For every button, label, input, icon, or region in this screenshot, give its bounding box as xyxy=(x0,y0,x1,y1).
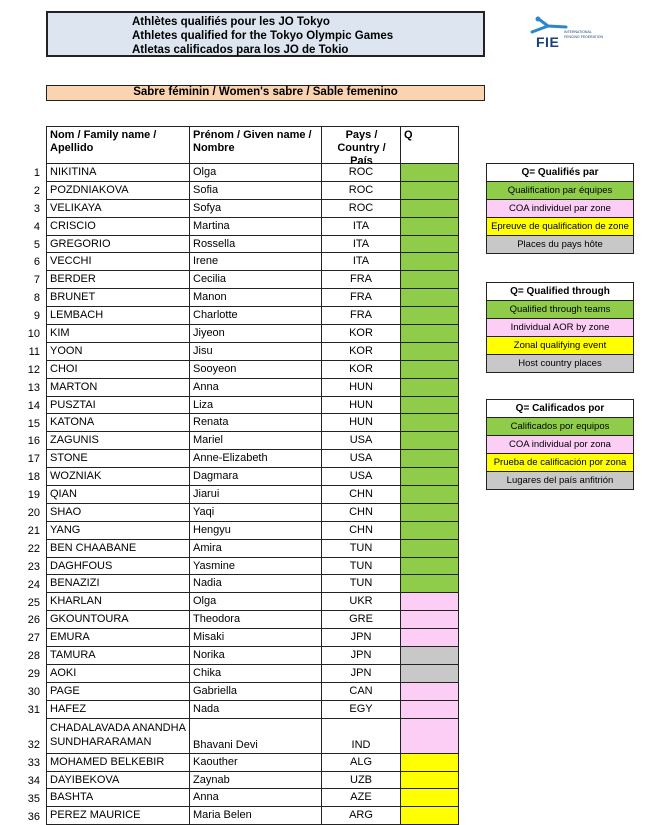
family-name-cell: WOZNIAK xyxy=(47,468,190,485)
row-number: 3 xyxy=(33,202,40,215)
given-name-cell: Manon xyxy=(190,289,322,306)
qualification-cell xyxy=(401,683,458,700)
table-row xyxy=(47,289,458,307)
qualification-cell xyxy=(401,236,458,253)
header-family-name: Nom / Family name / Apellido xyxy=(47,127,190,163)
table-row xyxy=(47,593,458,611)
country-cell: UKR xyxy=(322,593,401,610)
table-row xyxy=(47,182,458,200)
given-name-cell: Dagmara xyxy=(190,468,322,485)
row-number: 6 xyxy=(33,256,40,269)
given-name-cell: Jisu xyxy=(190,343,322,360)
table-row xyxy=(47,807,458,825)
family-name-cell: HAFEZ xyxy=(47,701,190,718)
country-cell: ITA xyxy=(322,218,401,235)
family-name-cell: ZAGUNIS xyxy=(47,432,190,449)
legend-item: COA individuel par zone xyxy=(487,200,633,218)
table-row xyxy=(47,468,458,486)
country-cell: HUN xyxy=(322,414,401,431)
row-number: 1 xyxy=(33,166,40,179)
country-cell: ROC xyxy=(322,200,401,217)
country-cell: ARG xyxy=(322,807,401,824)
given-name-cell: Amira xyxy=(190,540,322,557)
row-number: 12 xyxy=(27,363,40,376)
table-row xyxy=(47,271,458,289)
country-cell: UZB xyxy=(322,772,401,789)
legend-item: Places du pays hôte xyxy=(487,236,633,253)
given-name-cell: Yasmine xyxy=(190,558,322,575)
qualification-cell xyxy=(401,558,458,575)
qualification-cell xyxy=(401,218,458,235)
row-number: 21 xyxy=(27,524,40,537)
table-row xyxy=(47,218,458,236)
row-number: 22 xyxy=(27,542,40,555)
family-name-cell: MARTON xyxy=(47,379,190,396)
country-cell: ITA xyxy=(322,253,401,270)
legend-item: Zonal qualifying event xyxy=(487,337,633,355)
qualification-cell xyxy=(401,379,458,396)
country-cell: TUN xyxy=(322,540,401,557)
header-country: Pays / Country / País xyxy=(322,127,401,163)
legend-item: Qualified through teams xyxy=(487,301,633,319)
legend-box xyxy=(486,163,634,254)
fie-logo xyxy=(526,12,606,54)
legend-title: Q= Qualifiés par xyxy=(487,164,633,182)
family-name-cell: PUSZTAI xyxy=(47,397,190,414)
table-row xyxy=(47,540,458,558)
table-row xyxy=(47,504,458,522)
legend-title: Q= Calificados por xyxy=(487,400,633,418)
country-cell: GRE xyxy=(322,611,401,628)
family-name-cell: MOHAMED BELKEBIR xyxy=(47,754,190,771)
qualification-cell xyxy=(401,719,458,753)
qualification-cell xyxy=(401,468,458,485)
header-q: Q xyxy=(404,129,413,141)
row-number: 20 xyxy=(27,507,40,519)
given-name-cell: Anna xyxy=(190,789,322,806)
table-row xyxy=(47,397,458,415)
table-row xyxy=(47,754,458,772)
family-name-cell: CHADALAVADA ANANDHA SUNDHARARAMAN xyxy=(47,719,190,753)
country-cell: KOR xyxy=(322,343,401,360)
qualification-cell xyxy=(401,325,458,342)
given-name-cell: Jiyeon xyxy=(190,325,322,342)
row-number: 17 xyxy=(27,453,40,466)
qualification-cell xyxy=(401,647,458,664)
given-name-cell: Norika xyxy=(190,647,322,664)
country-cell: FRA xyxy=(322,307,401,324)
table-row xyxy=(47,611,458,629)
country-cell: KOR xyxy=(322,361,401,378)
country-cell: KOR xyxy=(322,325,401,342)
qualification-cell xyxy=(401,343,458,360)
title-french: Athlètes qualifiés pour les JO Tokyo xyxy=(132,16,330,28)
row-number: 4 xyxy=(33,220,40,233)
table-row xyxy=(47,629,458,647)
family-name-cell: SHAO xyxy=(47,504,190,521)
header-given-name: Prénom / Given name / Nombre xyxy=(190,127,322,163)
qualification-cell xyxy=(401,772,458,789)
country-cell: IND xyxy=(322,719,401,753)
title-spanish: Atletas calificados para los JO de Tokio xyxy=(132,44,349,56)
family-name-cell: KATONA xyxy=(47,414,190,431)
family-name-cell: PEREZ MAURICE xyxy=(47,807,190,824)
qualification-cell xyxy=(401,629,458,646)
given-name-cell: Liza xyxy=(190,397,322,414)
table-row xyxy=(47,701,458,719)
row-number: 14 xyxy=(27,399,40,412)
family-name-cell: PAGE xyxy=(47,683,190,700)
family-name-cell: KIM xyxy=(47,325,190,342)
table-row xyxy=(47,361,458,379)
qualification-cell xyxy=(401,289,458,306)
family-name-cell: QIAN xyxy=(47,486,190,503)
table-row xyxy=(47,432,458,450)
table-row xyxy=(47,164,458,182)
family-name-cell: KHARLAN xyxy=(47,593,190,610)
given-name-cell: Anne-Elizabeth xyxy=(190,450,322,467)
qualification-cell xyxy=(401,271,458,288)
legend-item: Host country places xyxy=(487,355,633,372)
qualification-cell xyxy=(401,164,458,181)
legend-item: Qualification par équipes xyxy=(487,182,633,200)
given-name-cell: Irene xyxy=(190,253,322,270)
legend-box xyxy=(486,282,634,373)
qualification-cell xyxy=(401,182,458,199)
family-name-cell: BERDER xyxy=(47,271,190,288)
table-row xyxy=(47,253,458,271)
given-name-cell: Jiarui xyxy=(190,486,322,503)
legend-item: Individual AOR by zone xyxy=(487,319,633,337)
row-number: 2 xyxy=(33,184,40,197)
given-name-cell: Sooyeon xyxy=(190,361,322,378)
country-cell: USA xyxy=(322,450,401,467)
qualification-cell xyxy=(401,504,458,521)
qualification-cell xyxy=(401,575,458,592)
legend-item: Calificados por equipos xyxy=(487,418,633,436)
table-row xyxy=(47,647,458,665)
row-number: 7 xyxy=(33,274,40,287)
row-number: 34 xyxy=(27,774,40,787)
table-row xyxy=(47,522,458,540)
family-name-cell: DAGHFOUS xyxy=(47,558,190,575)
row-number: 8 xyxy=(33,292,40,305)
given-name-cell: Olga xyxy=(190,593,322,610)
given-name-cell: Sofya xyxy=(190,200,322,217)
row-number: 27 xyxy=(27,632,40,645)
table-row xyxy=(47,379,458,397)
country-cell: FRA xyxy=(322,271,401,288)
row-number: 11 xyxy=(28,345,40,358)
qualification-cell xyxy=(401,414,458,431)
given-name-cell: Yaqi xyxy=(190,504,322,521)
qualification-cell xyxy=(401,432,458,449)
qualification-cell xyxy=(401,397,458,414)
qualification-cell xyxy=(401,450,458,467)
table-row xyxy=(47,414,458,432)
family-name-cell: AOKI xyxy=(47,665,190,682)
country-cell: TUN xyxy=(322,558,401,575)
logo-text: FIE xyxy=(536,34,560,50)
country-cell: CHN xyxy=(322,486,401,503)
family-name-cell: BASHTA xyxy=(47,789,190,806)
given-name-cell: Hengyu xyxy=(190,522,322,539)
country-cell: ALG xyxy=(322,754,401,771)
row-number: 25 xyxy=(27,596,40,609)
row-number: 35 xyxy=(27,792,40,805)
family-name-cell: VECCHI xyxy=(47,253,190,270)
family-name-cell: BEN CHAABANE xyxy=(47,540,190,557)
given-name-cell: Cecilia xyxy=(190,271,322,288)
qualification-cell xyxy=(401,593,458,610)
table-row xyxy=(47,307,458,325)
family-name-cell: GREGORIO xyxy=(47,236,190,253)
legend-box xyxy=(486,399,634,490)
family-name-cell: BRUNET xyxy=(47,289,190,306)
given-name-cell: Bhavani Devi xyxy=(190,719,322,753)
qualification-cell xyxy=(401,361,458,378)
qualification-cell xyxy=(401,665,458,682)
country-cell: ROC xyxy=(322,164,401,181)
family-name-cell: NIKITINA xyxy=(47,164,190,181)
given-name-cell: Rossella xyxy=(190,236,322,253)
family-name-cell: LEMBACH xyxy=(47,307,190,324)
country-cell: TUN xyxy=(322,575,401,592)
country-cell: EGY xyxy=(322,701,401,718)
family-name-cell: POZDNIAKOVA xyxy=(47,182,190,199)
row-number: 13 xyxy=(27,381,40,394)
table-row xyxy=(47,325,458,343)
legend-title: Q= Qualified through xyxy=(487,283,633,301)
row-number: 32 xyxy=(27,738,40,751)
event-subtitle: Sabre féminin / Women's sabre / Sable femenino xyxy=(46,85,485,101)
table-row xyxy=(47,450,458,468)
qualification-cell xyxy=(401,807,458,824)
given-name-cell: Theodora xyxy=(190,611,322,628)
given-name-cell: Olga xyxy=(190,164,322,181)
row-number: 18 xyxy=(27,471,40,484)
given-name-cell: Zaynab xyxy=(190,772,322,789)
family-name-cell: YANG xyxy=(47,522,190,539)
row-number: 5 xyxy=(33,238,40,251)
family-name-cell: TAMURA xyxy=(47,647,190,664)
given-name-cell: Anna xyxy=(190,379,322,396)
table-row xyxy=(47,343,458,361)
row-number: 15 xyxy=(27,417,40,430)
row-number: 24 xyxy=(27,578,40,591)
qualification-cell xyxy=(401,307,458,324)
qualification-cell xyxy=(401,486,458,503)
table-row xyxy=(47,772,458,790)
country-cell: CHN xyxy=(322,504,401,521)
given-name-cell: Nada xyxy=(190,701,322,718)
family-name-cell: YOON xyxy=(47,343,190,360)
given-name-cell: Chika xyxy=(190,665,322,682)
row-number: 23 xyxy=(27,560,40,573)
qualification-cell xyxy=(401,789,458,806)
country-cell: FRA xyxy=(322,289,401,306)
qualification-cell xyxy=(401,701,458,718)
country-cell: HUN xyxy=(322,397,401,414)
given-name-cell: Gabriella xyxy=(190,683,322,700)
country-cell: CHN xyxy=(322,522,401,539)
row-number: 31 xyxy=(27,703,40,716)
table-row xyxy=(47,486,458,504)
qualification-cell xyxy=(401,611,458,628)
given-name-cell: Sofia xyxy=(190,182,322,199)
legend-item: Lugares del país anfitrión xyxy=(487,472,633,489)
family-name-cell: DAYIBEKOVA xyxy=(47,772,190,789)
table-header xyxy=(47,127,458,167)
row-number: 28 xyxy=(27,650,40,663)
legend-item: COA individual por zona xyxy=(487,436,633,454)
row-number: 9 xyxy=(33,310,40,323)
row-number: 30 xyxy=(27,686,40,698)
given-name-cell: Nadia xyxy=(190,575,322,592)
qualification-cell xyxy=(401,754,458,771)
row-number: 36 xyxy=(27,810,40,823)
qualification-cell xyxy=(401,540,458,557)
row-number: 10 xyxy=(27,328,40,340)
family-name-cell: EMURA xyxy=(47,629,190,646)
row-number: 29 xyxy=(27,668,40,681)
country-cell: HUN xyxy=(322,379,401,396)
family-name-cell: CRISCIO xyxy=(47,218,190,235)
country-cell: JPN xyxy=(322,665,401,682)
given-name-cell: Maria Belen xyxy=(190,807,322,824)
country-cell: AZE xyxy=(322,789,401,806)
legend-item: Epreuve de qualification de zone xyxy=(487,218,633,236)
table-row xyxy=(47,575,458,593)
table-row xyxy=(47,558,458,576)
given-name-cell: Misaki xyxy=(190,629,322,646)
given-name-cell: Mariel xyxy=(190,432,322,449)
country-cell: CAN xyxy=(322,683,401,700)
country-cell: USA xyxy=(322,468,401,485)
row-number: 33 xyxy=(27,756,40,769)
row-number: 16 xyxy=(27,435,40,448)
family-name-cell: GKOUNTOURA xyxy=(47,611,190,628)
qualification-cell xyxy=(401,522,458,539)
qualification-cell xyxy=(401,253,458,270)
table-row xyxy=(47,719,458,754)
family-name-cell: STONE xyxy=(47,450,190,467)
country-cell: ROC xyxy=(322,182,401,199)
row-number: 26 xyxy=(27,614,40,627)
country-cell: ITA xyxy=(322,236,401,253)
given-name-cell: Charlotte xyxy=(190,307,322,324)
table-row xyxy=(47,665,458,683)
qualified-athletes-table xyxy=(46,126,459,825)
family-name-cell: VELIKAYA xyxy=(47,200,190,217)
legend-item: Prueba de calificación por zona xyxy=(487,454,633,472)
given-name-cell: Martina xyxy=(190,218,322,235)
title-english: Athletes qualified for the Tokyo Olympic Games xyxy=(132,30,394,42)
given-name-cell: Kaouther xyxy=(190,754,322,771)
table-row xyxy=(47,683,458,701)
country-cell: USA xyxy=(322,432,401,449)
family-name-cell: CHOI xyxy=(47,361,190,378)
title-box xyxy=(46,11,485,57)
row-number: 19 xyxy=(27,489,40,502)
qualification-cell xyxy=(401,200,458,217)
table-row xyxy=(47,200,458,218)
country-cell: JPN xyxy=(322,647,401,664)
table-row xyxy=(47,789,458,807)
family-name-cell: BENAZIZI xyxy=(47,575,190,592)
table-row xyxy=(47,236,458,254)
given-name-cell: Renata xyxy=(190,414,322,431)
logo-subtext: INTERNATIONAL FENCING FEDERATION xyxy=(564,30,604,39)
country-cell: JPN xyxy=(322,629,401,646)
